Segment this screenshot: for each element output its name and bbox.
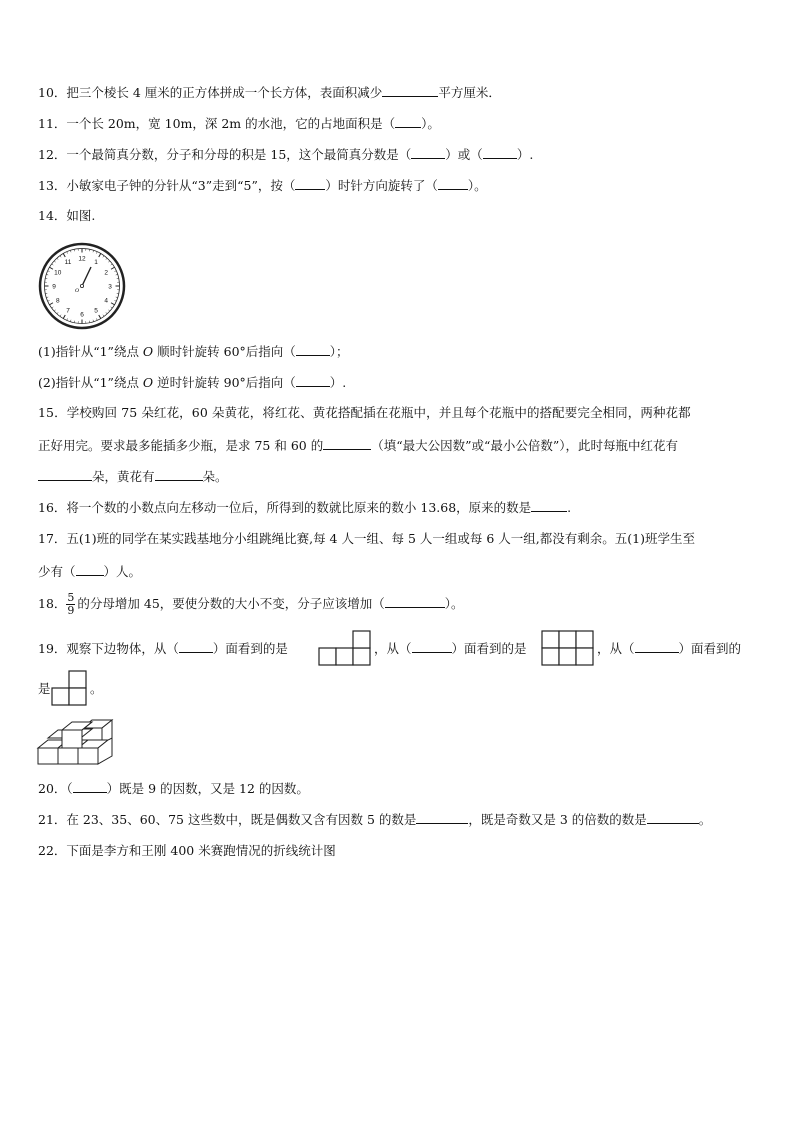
clock-number: 3 bbox=[108, 283, 112, 291]
answer-blank[interactable] bbox=[395, 115, 421, 128]
clock-number: 10 bbox=[54, 269, 62, 277]
answer-blank[interactable] bbox=[483, 146, 517, 159]
clock-number: 12 bbox=[78, 255, 86, 263]
question-12: 12．一个最简真分数，分子和分母的积是 15，这个最简真分数是（ ）或（ ）. bbox=[38, 147, 534, 162]
question-19-end: 。 bbox=[90, 681, 103, 696]
clock-number: 5 bbox=[94, 307, 98, 315]
answer-blank[interactable] bbox=[635, 640, 679, 653]
clock-number: 9 bbox=[52, 283, 56, 291]
answer-blank[interactable] bbox=[531, 499, 567, 512]
center-label: O bbox=[75, 288, 79, 294]
answer-blank[interactable] bbox=[155, 468, 203, 481]
question-17-line-1: 17．五(1)班的同学在某实践基地分小组跳绳比赛,每 4 人一组、每 5 人一组或每 6 人一组,都没有剩余。五(1)班学生至 bbox=[38, 531, 695, 546]
question-19-mid-1: ，从（ ）面看到的是 bbox=[374, 641, 527, 656]
question-20: 20．（ ）既是 9 的因数，又是 12 的因数。 bbox=[38, 781, 309, 796]
answer-blank[interactable] bbox=[438, 177, 468, 190]
answer-blank[interactable] bbox=[647, 811, 699, 824]
answer-blank[interactable] bbox=[323, 437, 371, 450]
question-14-part-1: (1)指针从“1”绕点 O 顺时针旋转 60°后指向（ ）； bbox=[38, 344, 349, 359]
question-10: 10．把三个棱长 4 厘米的正方体拼成一个长方体，表面积减少 平方厘米． bbox=[38, 85, 501, 100]
question-21: 21．在 23、35、60、75 这些数中，既是偶数又含有因数 5 的数是 ，既是奇数又是 3 的倍数的数是 。 bbox=[38, 812, 712, 827]
answer-blank[interactable] bbox=[411, 146, 445, 159]
question-19-line-1: 19．观察下边物体，从（ ）面看到的是 bbox=[38, 641, 288, 656]
answer-blank[interactable] bbox=[385, 595, 445, 608]
question-15-line-2: 正好用完。要求最多能插多少瓶，是求 75 和 60 的 （填“最大公因数”或“最小公倍数”），此时每瓶中红花有 bbox=[38, 438, 679, 453]
question-13: 13．小敏家电子钟的分针从“3”走到“5”，按（ ）时针方向旋转了（ ）。 bbox=[38, 178, 487, 193]
answer-blank[interactable] bbox=[38, 468, 92, 481]
question-19-line-2: 是 bbox=[38, 681, 51, 696]
clock-figure bbox=[38, 242, 126, 330]
clock-number: 11 bbox=[64, 259, 72, 267]
answer-blank[interactable] bbox=[179, 640, 213, 653]
answer-blank[interactable] bbox=[295, 177, 325, 190]
answer-blank[interactable] bbox=[73, 780, 107, 793]
question-16: 16．将一个数的小数点向左移动一位后，所得到的数就比原来的数小 13.68，原来的数是 . bbox=[38, 500, 572, 515]
answer-blank[interactable] bbox=[76, 563, 104, 576]
clock-number: 1 bbox=[94, 259, 98, 267]
answer-blank[interactable] bbox=[296, 343, 330, 356]
question-15-line-3: 朵，黄花有 朵。 bbox=[38, 468, 228, 485]
view-shape-1 bbox=[318, 630, 374, 666]
clock-number: 4 bbox=[104, 297, 109, 305]
answer-blank[interactable] bbox=[382, 84, 438, 97]
answer-blank[interactable] bbox=[296, 374, 330, 387]
question-17-line-2: 少有（ ）人。 bbox=[38, 564, 142, 579]
clock-number: 2 bbox=[104, 269, 109, 277]
question-11: 11．一个长 20m，宽 10m，深 2m 的水池，它的占地面积是（ ）。 bbox=[38, 116, 440, 131]
question-15-line-1: 15．学校购回 75 朵红花，60 朵黄花，将红花、黄花搭配插在花瓶中，并且每个花瓶中的搭配要完全相同，两种花都 bbox=[38, 405, 691, 420]
question-22: 22．下面是李方和王刚 400 米赛跑情况的折线统计图 bbox=[38, 843, 336, 858]
view-shape-2 bbox=[541, 630, 597, 666]
answer-blank[interactable] bbox=[416, 811, 468, 824]
question-14: 14．如图. bbox=[38, 208, 96, 223]
answer-blank[interactable] bbox=[412, 640, 452, 653]
clock-center-point bbox=[80, 284, 83, 287]
question-18: 18． $\frac{5}{9}$ 的分母增加 45，要使分数的大小不变，分子应该增加（ ）。 bbox=[38, 591, 464, 617]
clock-number: 8 bbox=[55, 297, 60, 305]
question-14-part-2: (2)指针从“1”绕点 O 逆时针旋转 90°后指向（ ）. bbox=[38, 375, 347, 390]
fraction: $\frac{5}{9}$ bbox=[67, 591, 75, 617]
clock-number: 6 bbox=[80, 311, 84, 319]
cube-object-figure bbox=[36, 716, 118, 766]
clock-number: 7 bbox=[66, 307, 70, 315]
view-shape-3 bbox=[51, 670, 91, 706]
question-19-mid-2: ，从（ ）面看到的 bbox=[597, 641, 742, 656]
